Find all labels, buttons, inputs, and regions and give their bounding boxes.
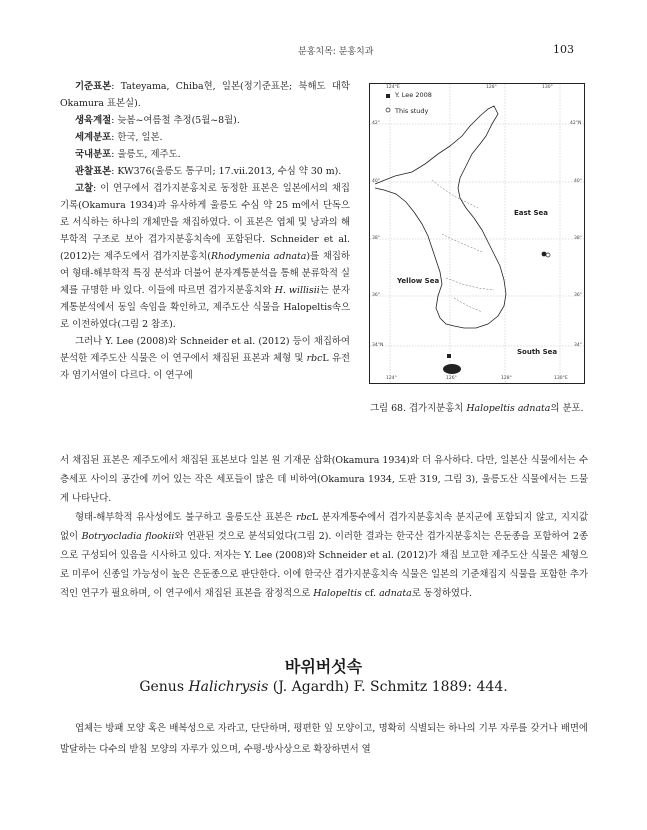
description-paragraph: 엽체는 방패 모양 혹은 배복성으로 자라고, 단단하며, 평편한 잎 모양이고, 명확히 식별되는 하나의 기부 자루를 갖거나 배면에 발달하는 다수의 받침 모양의 자루가 있으며, 수평-방사상으로 확장하면서 열 (60, 723, 588, 755)
field-label: 관찰표본 (75, 166, 112, 177)
label-east-sea: East Sea (514, 209, 548, 217)
tick-right: 36° (574, 293, 582, 298)
field-korean-distribution (60, 146, 350, 163)
caption-suffix: 의 분포. (550, 403, 584, 414)
label-south-sea: South Sea (517, 348, 558, 356)
tick-bottom: 128° (501, 376, 512, 381)
field-label: 세계분포 (75, 132, 112, 143)
field-text: : 울릉도, 제주도. (111, 149, 181, 160)
discussion-text: 그러나 Y. Lee (2008)와 Schneider et al. (2012) 등이 채집하여 분석한 제주도산 식물은 이 연구에서 채집된 표본과 체형 및 (60, 336, 350, 364)
map-graphic (370, 84, 585, 384)
caption-prefix: 그림 68. 겹가지분홍치 (370, 403, 467, 414)
gene-name: rbc (306, 353, 323, 364)
field-text: : KW376(울릉도 통구미; 17.vii.2013, 수심 약 30 m). (111, 166, 342, 177)
tick-bottom: 124° (386, 376, 397, 381)
discussion-text: L 분자계통수에서 겹가지분홍치속 분지군에 포함되지 않고, 지지값 없이 (60, 512, 589, 542)
peninsula-coastline (375, 106, 506, 328)
this-study-marker (546, 253, 550, 257)
field-specimens-examined (60, 163, 350, 180)
field-label: 기준표본 (75, 81, 112, 92)
tick-right: 38° (574, 236, 582, 241)
lee-2008-marker (447, 354, 451, 358)
discussion-text: 는 분자계통분석에서 동일 속임을 확인하고, 제주도산 식물을 Halopeltis속으로 이전하였다(그림 2 참조). (60, 285, 350, 330)
species-name: H. willisii (274, 285, 320, 296)
page-number: 103 (553, 43, 574, 56)
field-text: : 늦봄~여름철 추정(5월~8월). (111, 115, 240, 126)
legend-lee-2008: Y. Lee 2008 (395, 91, 432, 99)
tick-left: 36° (372, 293, 380, 298)
caption-species: Halopeltis adnata (466, 403, 551, 414)
genus-heading (0, 679, 647, 695)
ulleungdo-island (542, 252, 547, 257)
tick-left: 40° (372, 179, 380, 184)
field-text: : 한국, 일본. (111, 132, 163, 143)
species-name: Botryocladia flookii (81, 531, 175, 542)
discussion-text: )를 채집하여 형태-해부학적 특징 분석과 더불어 분자계통분석을 통해 분류학적 실체를 규명한 바 있다. 이들에 따르면 겹가지분홍치와 (60, 251, 350, 296)
legend-circle-symbol (386, 108, 390, 112)
discussion-paragraph-2-start (60, 333, 350, 384)
page-header (0, 44, 647, 58)
full-width-text (60, 451, 588, 603)
tick-left: 38° (372, 236, 380, 241)
jeju-island (443, 364, 461, 374)
discussion-text: : 이 연구에서 겹가지분홍치로 동정한 표본은 일본에서의 채집 기록(Okamura 1934)과 유사하게 울릉도 수심 약 25 m에서 단독으로 서식하는 하나의 개체만을 채집하였다. 이 표본은 엽체 및 낭과의 해부학적 구조로 보아 겹가지분홍치속에 포함된다. Schneider et al. (2012)는 제주도에서 겹가지분홍치( (60, 183, 350, 262)
genus-name: Halichrysis (188, 679, 269, 695)
field-label: 국내분포 (75, 149, 112, 160)
discussion-text: 와 연관된 것으로 분석되었다(그림 2). 이러한 결과는 한국산 겹가지분홍치는 은둔종을 포함하여 2종으로 구성되어 있음을 시사하고 있다. 저자는 Y. Lee (2008)와 Schneider et al. (2012)가 채집 보고한 제주도산 식물은 체형으로 미루어 신종일 가능성이 높은 은둔종으로 판단한다. 이에 한국산 겹가지분홍치속 식물은 일본의 기준채집지 식물을 포함한 추가적인 연구가 필요하며, 이 연구에서 채집된 표본을 잠정적으로 (60, 531, 589, 599)
field-season (60, 112, 350, 129)
discussion-paragraph-2-continued: 서 채집된 표본은 제주도에서 채집된 표본보다 일본 원 기재문 삽화(Okamura 1934)와 더 유사하다. 다만, 일본산 식물에서는 수층세포 사이의 공간에 끼어 있는 작은 세포들이 많은 데 비하여(Okamura 1934, 도판 319, 그림 3), 울릉도산 식물에서는 드물게 나타난다. (60, 455, 588, 504)
field-label: 생육계절 (75, 115, 112, 126)
discussion-text: L 유전자 염기서열이 다르다. 이 연구에 (60, 353, 350, 381)
running-title: 분홍치목: 분홍치과 (298, 47, 374, 57)
genus-description (60, 718, 588, 760)
left-column (60, 78, 350, 384)
inland-border (432, 180, 494, 312)
label-yellow-sea: Yellow Sea (397, 277, 440, 285)
species-name: Rhodymenia adnata (210, 251, 307, 262)
genus-prefix: Genus (139, 679, 189, 695)
gene-name: rbc (296, 512, 312, 523)
tick-bottom: 130°E (554, 376, 568, 381)
discussion-text: cf. (361, 588, 380, 599)
tick-right: 42°N (570, 121, 582, 126)
field-type-specimen (60, 78, 350, 112)
discussion-text: 형태-해부학적 유사성에도 불구하고 울릉도산 표본은 (75, 512, 297, 523)
legend-square-symbol (386, 94, 390, 98)
discussion-text: 로 동정하였다. (411, 588, 472, 599)
figure-caption (370, 400, 588, 417)
distribution-map (369, 83, 585, 384)
discussion-paragraph-3 (60, 508, 588, 603)
map-graticule (370, 84, 585, 384)
tick-top: 128° (486, 85, 497, 90)
field-text: : Tateyama, Chiba현, 일본(정기준표본; 북해도 대학 Okamura 표본실). (60, 81, 350, 109)
tick-left: 34°N (372, 343, 384, 348)
tick-top: 124°E (386, 85, 400, 90)
genus-authority: (J. Agardh) F. Schmitz 1889: 444. (268, 679, 508, 695)
tick-top: 130° (542, 85, 553, 90)
tick-right: 34° (574, 343, 582, 348)
legend-this-study: This study (395, 107, 429, 115)
tick-bottom: 126° (446, 376, 457, 381)
tick-right: 40° (574, 179, 582, 184)
field-world-distribution (60, 129, 350, 146)
discussion-paragraph (60, 180, 350, 333)
genus-name: Halopeltis (313, 588, 362, 599)
genus-korean-heading: 바위버섯속 (284, 657, 363, 676)
discussion-label: 고찰 (75, 183, 94, 194)
tick-left: 42° (372, 121, 380, 126)
species-epithet: adnata (379, 588, 412, 599)
